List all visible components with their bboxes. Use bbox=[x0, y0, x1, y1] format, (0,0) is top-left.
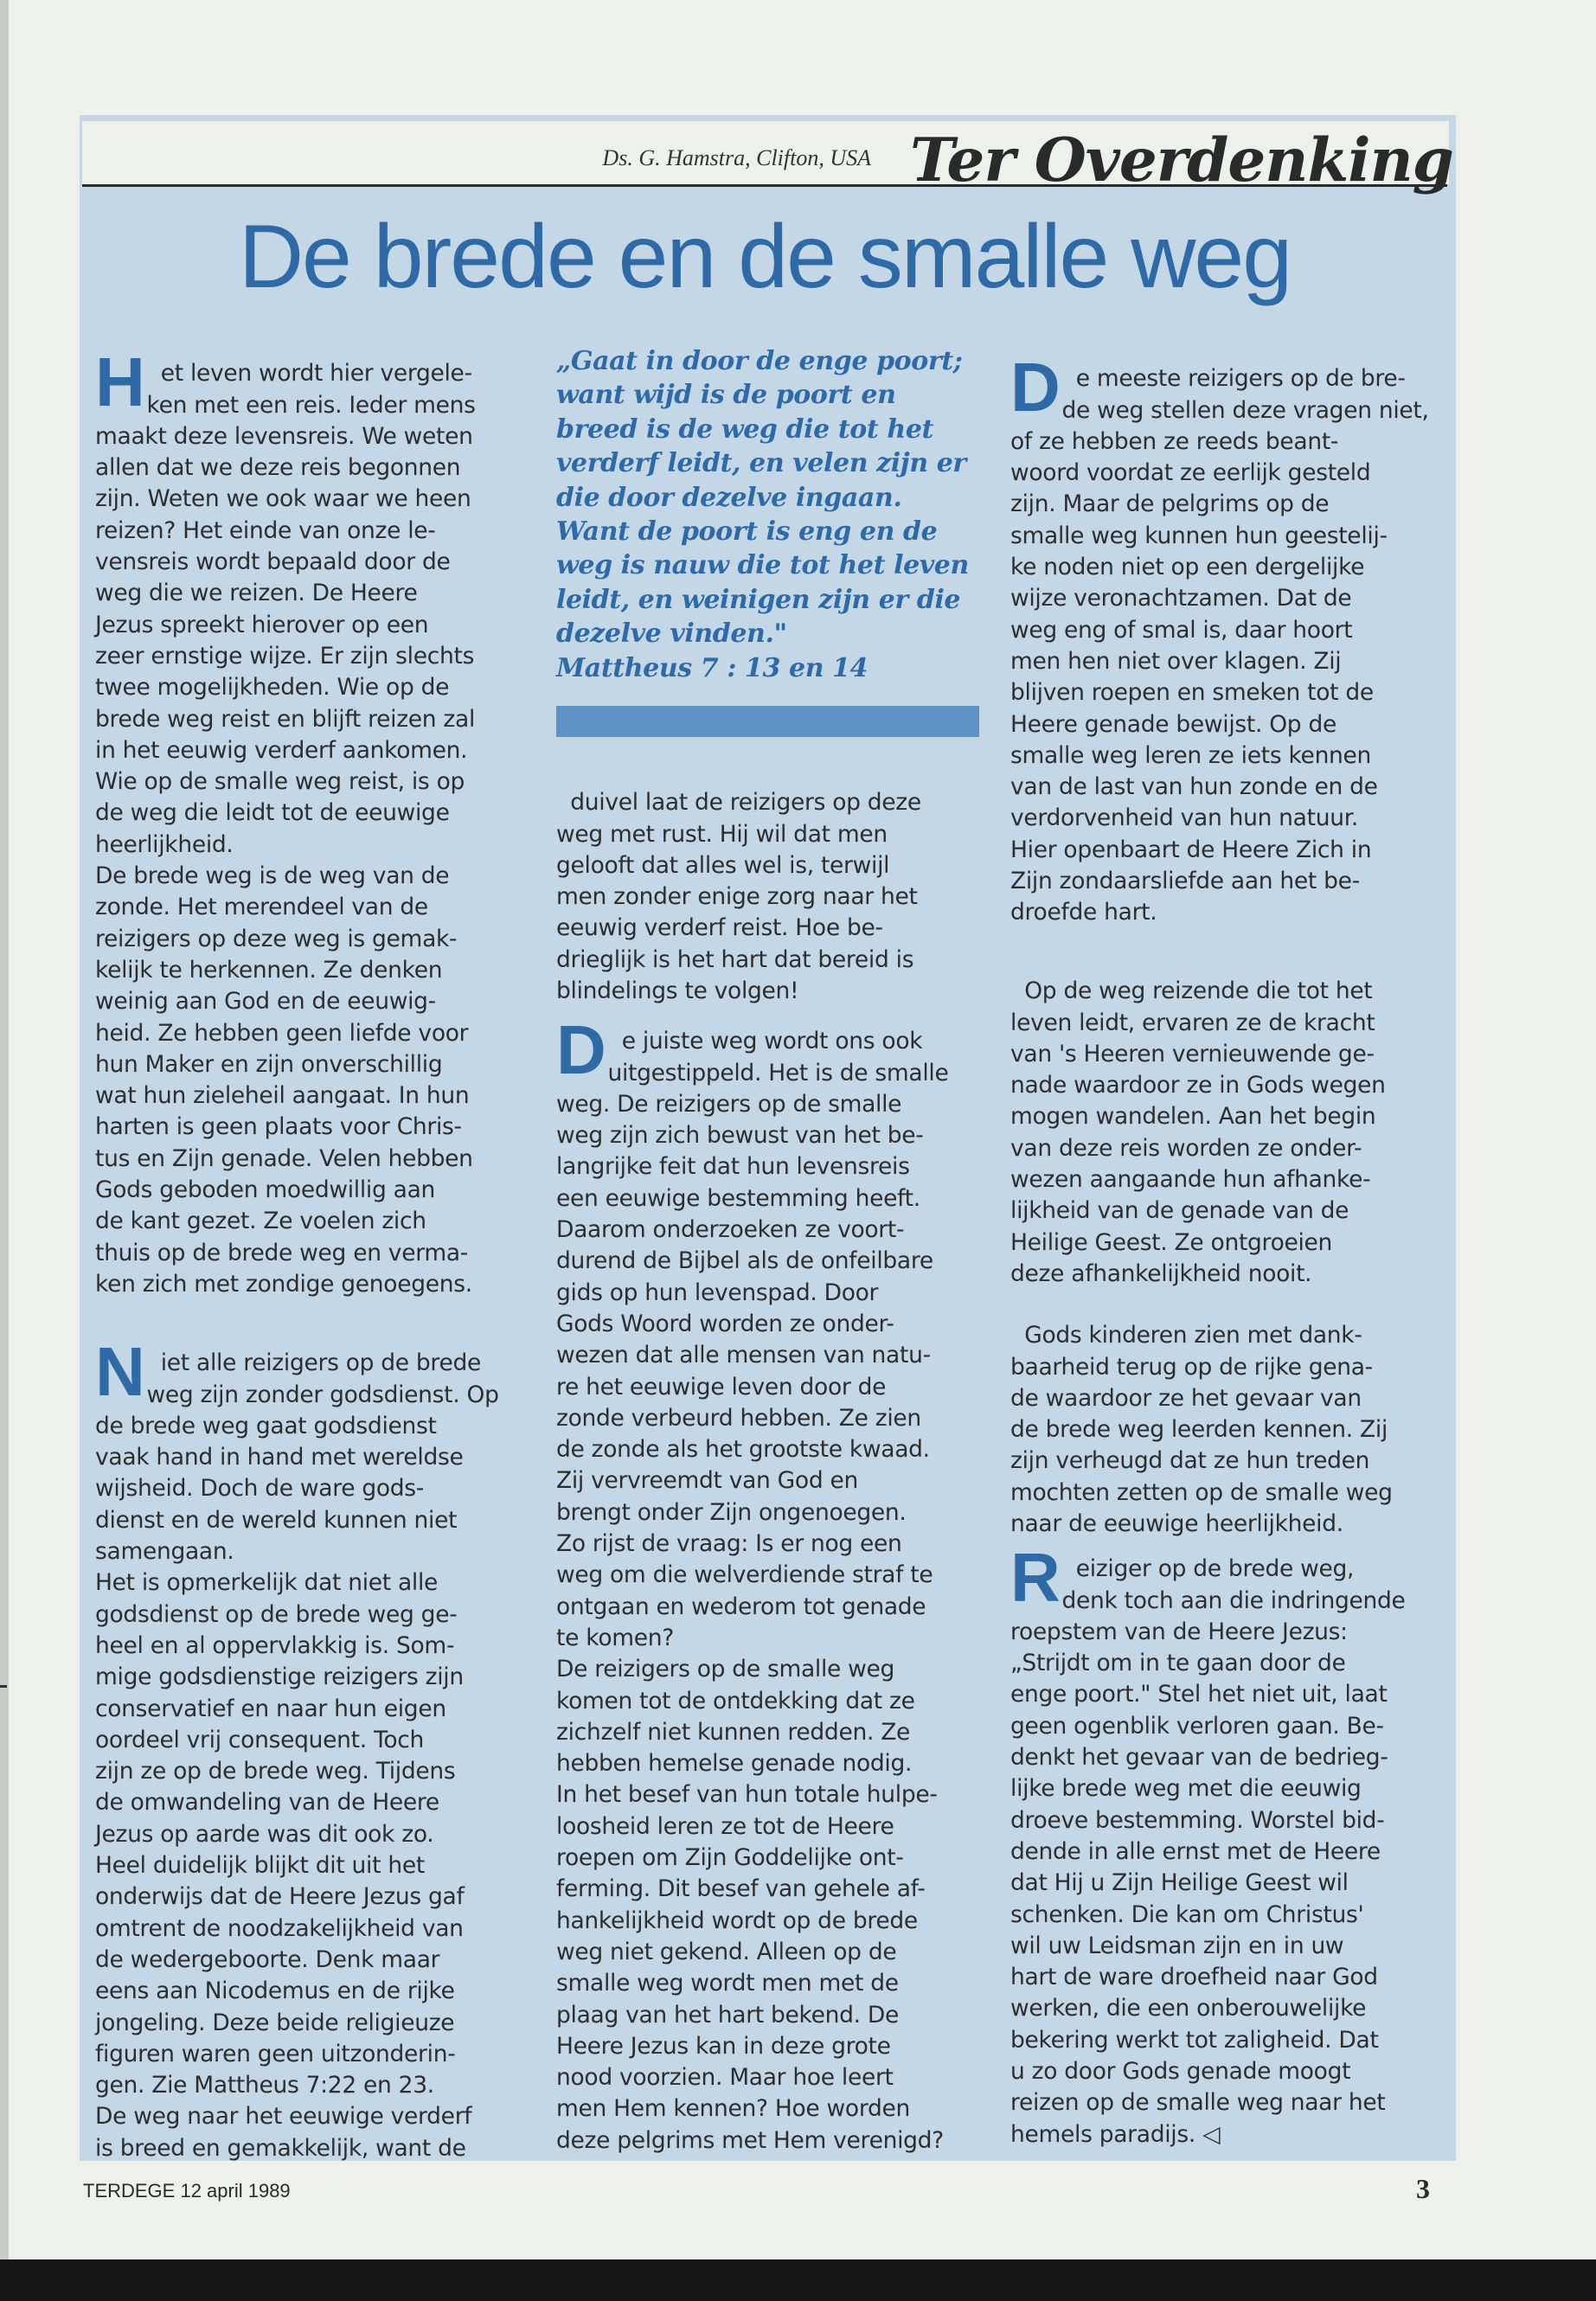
paragraph: iet alle reizigers op de brede weg zijn zonder godsdienst. Op de brede weg gaat godsdienst vaak hand in hand met wereldse wijsheid. Doch de ware gods- dienst en de wereld kunnen niet samengaan. Het is opmerkelijk dat niet alle godsdienst op de brede weg ge- heel en al oppervlakkig is. Som- mige godsdienstige reizigers zijn conservatief en naar hun eigen oordeel vrij consequent. Toch zijn ze op de brede weg. Tijdens de omwandeling van de Heere Jezus op aarde was dit ook zo. Heel duidelijk blijkt dit uit het onderwijs dat de Heere Jezus gaf omtrent de noodzakelijkheid van de wedergeboorte. Denk maar eens aan Nicodemus en de rijke jongeling. Deze beide religieuze figuren waren geen uitzonderin- gen. Zie Mattheus 7:22 en 23. De weg naar het eeuwige verderf is breed en gemakkelijk, want de bbox=[95, 1349, 499, 2162]
paragraph: e juiste weg wordt ons ook uitgestippeld. Het is de smalle weg. De reizigers op de smalle weg zijn zich bewust van het be- langrijke feit dat hun levensreis een eeuwige bestemming heeft. Daarom onderzoeken ze voort- durend de Bijbel als de onfeilbare gids op hun levenspad. Door Gods Woord worden ze onder- wezen dat alle mensen van natu- re het eeuwige leven door de zonde verbeurd hebben. Ze zien de zonde als het grootste kwaad. Zij vervreemdt van God en brengt onder Zijn ongenoegen. Zo rijst de vraag: Is er nog een weg om die welverdiende straf te ontgaan en wederom tot genade te komen? De reizigers op de smalle weg komen tot de ontdekking dat ze zichzelf niet kunnen redden. Ze hebben hemelse genade nodig. In het besef van hun totale hulpe- loosheid leren ze tot de Heere roepen om Zijn Goddelijke ont- ferming. Dit besef van gehele af- hankelijkheid wordt op de brede weg niet gekend. Alleen op de smalle weg wordt men met de plaag van het hart bekend. De Heere Jezus kan in deze grote nood voorzien. Maar hoe leert men Hem kennen? Hoe worden deze pelgrims met Hem verenigd? bbox=[556, 1028, 949, 2154]
paragraph: duivel laat de reizigers op deze weg met rust. Hij wil dat men gelooft dat alles wel is, terwijl men zonder enige zorg naar het eeuwig verderf reist. Hoe be- drieglijk is het hart dat bereid is blindelings te volgen! bbox=[556, 789, 921, 1005]
paragraph: eiziger op de brede weg, denk toch aan die indringende roepstem van de Heere Jezus: „Strijdt om in te gaan door de enge poort." Stel het niet uit, laat geen ogenblik verloren gaan. Be- denkt het gevaar van de bedrieg- lijke brede weg met die eeuwig droeve bestemming. Worstel bid- dende in alle ernst met de Heere dat Hij u Zijn Heilige Geest wil schenken. Die kan om Christus' wil uw Leidsman zijn en in uw hart de ware droefheid naar God werken, die een onberouwelijke bekering werkt tot zaligheid. Dat u zo door Gods genade moogt reizen op de smalle weg naar het hemels paradijs. ◁ bbox=[1010, 1555, 1406, 2148]
paragraph: Gods kinderen zien met dank- baarheid terug op de rijke gena- de waardoor ze het gevaar van de brede weg leerden kennen. Zij zijn verheugd dat ze hun treden mochten zetten op de smalle weg naar de eeuwige heerlijkheid. bbox=[1010, 1322, 1393, 1538]
column-3-part-2 bbox=[1010, 945, 1434, 1290]
drop-cap: D bbox=[1010, 349, 1061, 426]
byline: Ds. G. Hamstra, Clifton, USA bbox=[602, 145, 871, 170]
drop-cap: H bbox=[95, 343, 145, 421]
column-2-part-2 bbox=[556, 995, 980, 2157]
page-title: De brede en de smalle weg bbox=[238, 207, 1292, 307]
paragraph: et leven wordt hier vergele- ken met een reis. Ieder mens maakt deze levensreis. We weten allen dat we deze reis begonnen zijn. Weten we ook waar we heen reizen? Het einde van onze le- vensreis wordt bepaald door de weg die we reizen. De Heere Jezus spreekt hierover op een zeer ernstige wijze. Er zijn slechts twee mogelijkheden. Wie op de brede weg reist en blijft reizen zal in het eeuwig verderf aankomen. Wie op de smalle weg reist, is op de weg die leidt tot de eeuwige heerlijkheid. De brede weg is de weg van de zonde. Het merendeel van de reizigers op deze weg is gemak- kelijk te herkennen. Ze denken weinig aan God en de eeuwig- heid. Ze hebben geen liefde voor hun Maker en zijn onverschillig wat hun zieleheil aangaat. In hun harten is geen plaats voor Chris- tus en Zijn genade. Velen hebben Gods geboden moedwillig aan de kant gezet. Ze voelen zich thuis op de brede weg en verma- ken zich met zondige genoegens. bbox=[95, 360, 476, 1298]
column-3-part-4 bbox=[1010, 1522, 1434, 2150]
page-number: 3 bbox=[1416, 2173, 1430, 2204]
column-3 bbox=[1010, 332, 1434, 929]
column-2 bbox=[556, 756, 980, 1007]
quote-bar bbox=[556, 706, 979, 737]
column-3-part-3 bbox=[1010, 1289, 1434, 1540]
column-1 bbox=[95, 327, 510, 1300]
drop-cap: R bbox=[1010, 1539, 1061, 1617]
paragraph: Op de weg reizende die tot het leven leidt, ervaren ze de kracht van 's Heeren vernieuwende ge- nade waardoor ze in Gods wegen mogen wandelen. Aan het begin van deze reis worden ze onder- wezen aangaande hun afhanke- lijkheid van de genade van de Heilige Geest. Ze ontgroeien deze afhankelijkheid nooit. bbox=[1010, 977, 1386, 1287]
bible-quote: „Gaat in door de enge poort; want wijd is de poort en breed is de weg die tot het verderf leidt, en velen zijn er die door dezelve ingaan. Want de poort is eng en de weg is nauw die tot het leven leidt, en weinigen zijn er die dezelve vinden." Mattheus 7 : 13 en 14 bbox=[556, 346, 969, 683]
paragraph: e meeste reizigers op de bre- de weg stellen deze vragen niet, of ze hebben ze reeds beant- woord voordat ze eerlijk gesteld zijn. Maar de pelgrims op de smalle weg kunnen hun geestelij- ke noden niet op een dergelijke wijze veronachtzamen. Dat de weg eng of smal is, daar hoort men hen niet over klagen. Zij blijven roepen en smeken tot de Heere genade bewijst. Op de smalle weg leren ze iets kennen van de last van hun zonde en de verdorvenheid van hun natuur. Hier openbaart de Heere Zich in Zijn zondaarsliefde aan het be- droefde hart. bbox=[1010, 365, 1429, 926]
footer-publication: TERDEGE 12 april 1989 bbox=[83, 2180, 291, 2202]
drop-cap: D bbox=[556, 1011, 606, 1089]
column-1-part-2 bbox=[95, 1317, 510, 2164]
drop-cap: N bbox=[95, 1333, 145, 1411]
section-kicker: Ter Overdenking bbox=[910, 125, 1453, 195]
scan-edge bbox=[0, 0, 9, 2301]
scan-mark bbox=[0, 1685, 7, 1688]
scan-bottom-band bbox=[0, 2259, 1596, 2301]
